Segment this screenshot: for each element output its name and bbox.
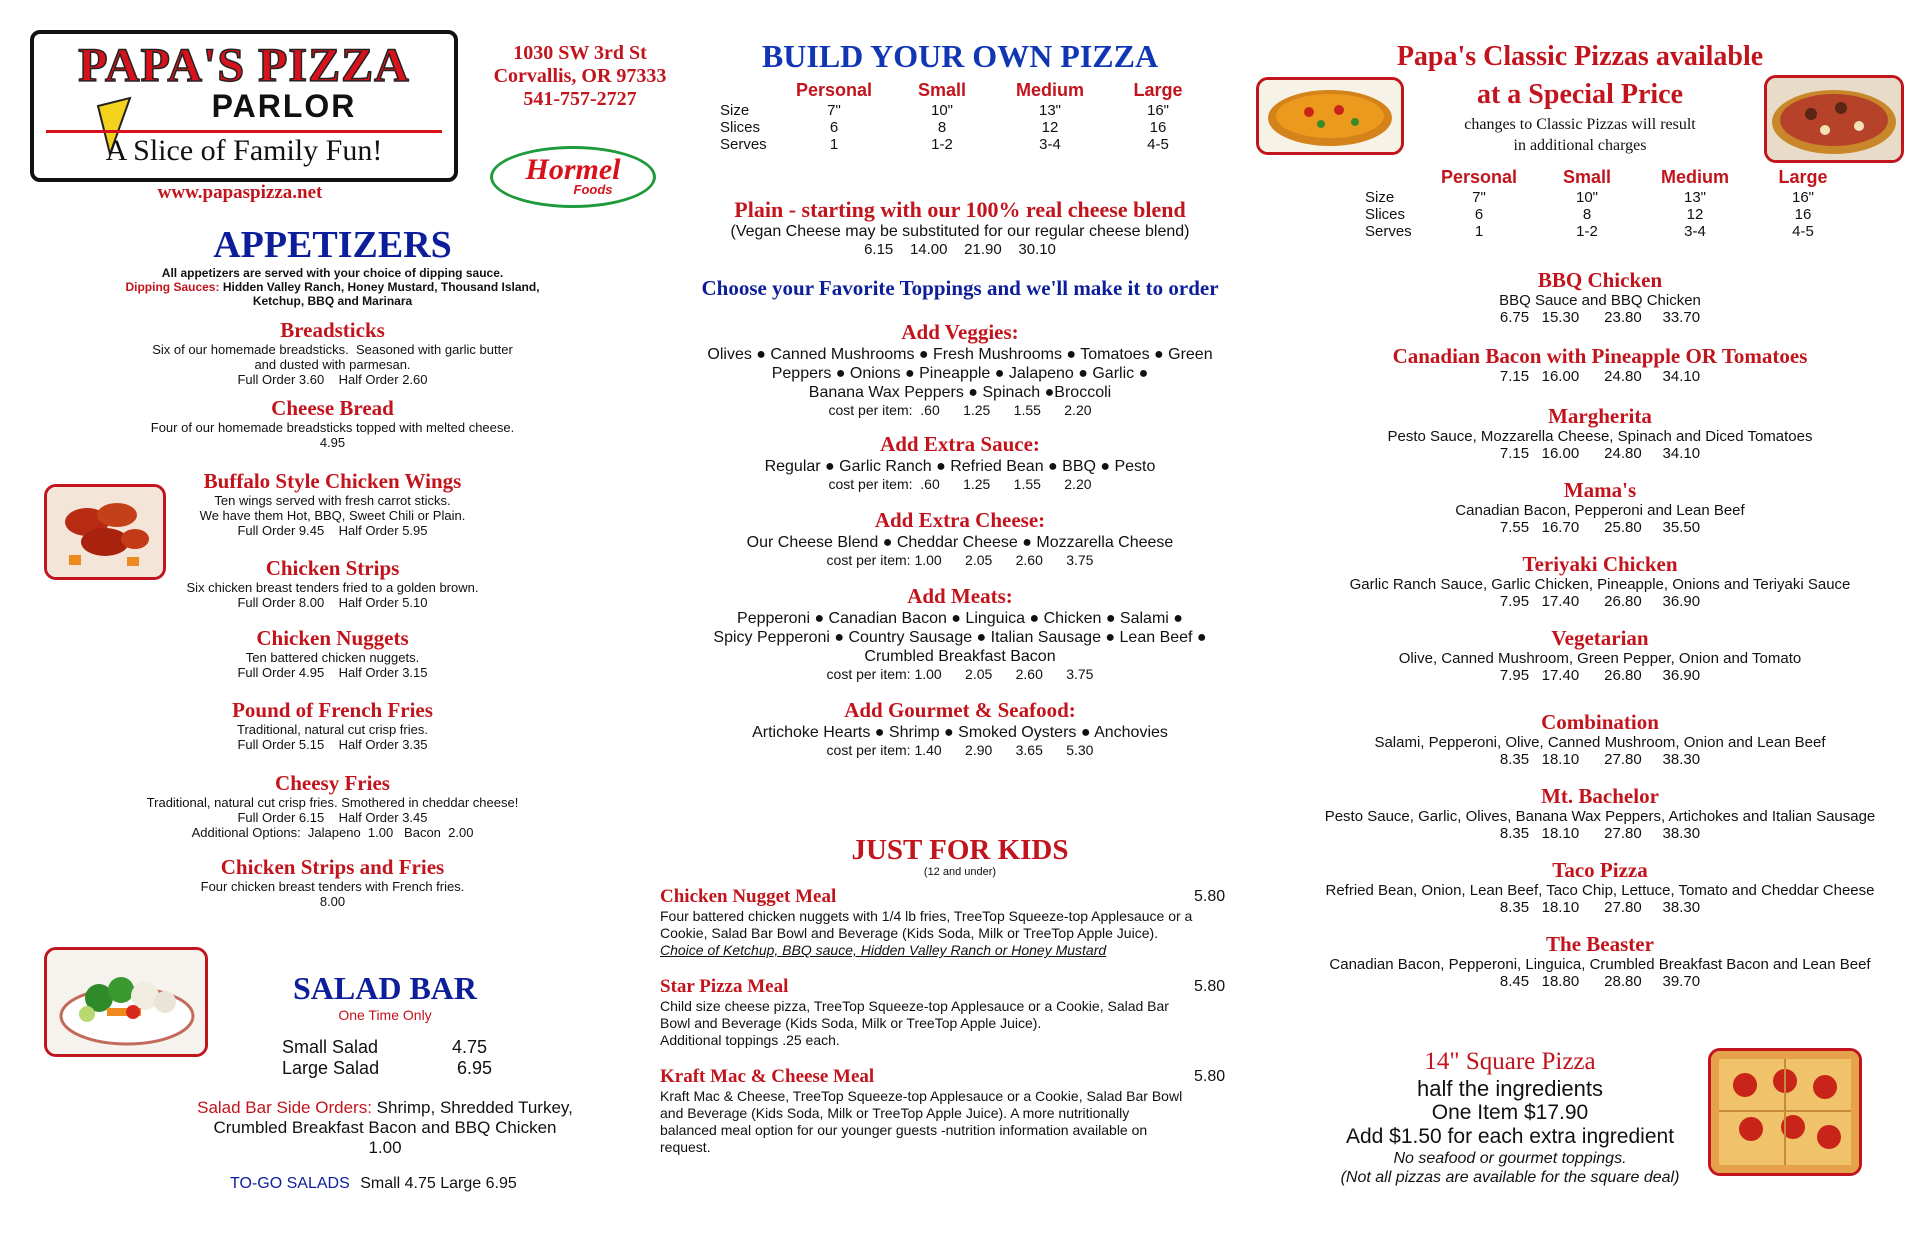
kids-meal-desc: Cookie, Salad Bar Bowl and Beverage (Kids Soda, Milk or TreeTop Apple Juice).: [660, 925, 1159, 941]
size-table-row: [1365, 223, 1857, 240]
classic-pizza-photo-right: [1764, 75, 1904, 163]
square-line-3: Add $1.50 for each extra ingredient: [1345, 1125, 1675, 1148]
classic-pizza-name: BBQ Chicken: [1537, 268, 1663, 292]
size-table-row: [1365, 189, 1857, 206]
small-salad-label: Small Salad: [282, 1037, 379, 1057]
topping-group-title: Add Veggies:: [901, 320, 1019, 344]
topping-line: Spicy Pepperoni ● Country Sausage ● Italian Sausage ● Lean Beef ●: [713, 629, 1207, 646]
kids-meal-desc: Four battered chicken nuggets with 1/4 lb fries, TreeTop Squeeze-top Applesauce or a: [660, 908, 1193, 924]
size-header: Personal: [1440, 167, 1518, 187]
size-table-header: [1425, 165, 1857, 189]
classic-pizza-prices: 8.35 18.10 27.80 38.30: [1499, 825, 1701, 842]
togo-label: TO-GO SALADS: [230, 1175, 350, 1192]
topping-line: Our Cheese Blend ● Cheddar Cheese ● Mozzarella Cheese: [746, 534, 1174, 551]
hormel-logo: [490, 146, 656, 208]
appetizers-note: All appetizers are served with your choice of dipping sauce.: [161, 266, 504, 280]
classic-pizza-name: The Beaster: [1546, 932, 1654, 956]
small-salad-price: 4.75: [452, 1037, 488, 1057]
size-cell: 7": [827, 102, 841, 119]
size-row-label: Size: [1365, 189, 1395, 206]
size-cell: 10": [1575, 189, 1598, 206]
appetizer-name: Pound of French Fries: [232, 698, 433, 722]
topping-group: [660, 432, 1260, 493]
size-cell: 6: [1474, 206, 1484, 223]
kids-note: (12 and under): [923, 866, 997, 878]
byo-title: BUILD YOUR OWN PIZZA: [761, 38, 1159, 74]
classic-pizza-name: Teriyaki Chicken: [1522, 552, 1678, 576]
square-pizza-section: [1310, 1048, 1710, 1187]
salad-prices: [282, 1037, 492, 1079]
topping-group: [660, 508, 1260, 569]
kids-meal-choices: Choice of Ketchup, BBQ sauce, Hidden Valley Ranch or Honey Mustard: [660, 942, 1107, 958]
size-header: Small: [1562, 167, 1612, 187]
appetizer-name: Chicken Strips and Fries: [220, 855, 445, 879]
classic-pizza-photo-left: [1256, 77, 1404, 155]
appetizer-price: 8.00: [319, 894, 346, 909]
classic-pizza-item: [1300, 932, 1900, 990]
square-note-1: No seafood or gourmet toppings.: [1393, 1150, 1627, 1167]
kids-meal-name: Kraft Mac & Cheese Meal: [660, 1066, 875, 1087]
classic-pizza-item: [1300, 626, 1900, 684]
topping-cost: cost per item: 1.00 2.05 2.60 3.75: [826, 552, 1094, 568]
appetizer-desc2: We have them Hot, BBQ, Sweet Chili or Plain.: [199, 508, 466, 523]
classic-pizza-prices: 8.35 18.10 27.80 38.30: [1499, 899, 1701, 916]
plain-pizza: [660, 198, 1260, 259]
classic-pizza-item: [1300, 710, 1900, 768]
side-orders-list-2: Crumbled Breakfast Bacon and BBQ Chicken: [213, 1118, 557, 1137]
size-header: Medium: [1015, 80, 1084, 100]
classic-pizza-item: [1300, 784, 1900, 842]
papas-pizza-logo: [30, 30, 458, 182]
topping-line: Crumbled Breakfast Bacon: [864, 648, 1056, 665]
topping-cost: cost per item: .60 1.25 1.55 2.20: [828, 402, 1092, 418]
appetizer-name: Buffalo Style Chicken Wings: [203, 469, 462, 493]
salad-bar-note: One Time Only: [338, 1007, 432, 1023]
appetizer-desc: Four of our homemade breadsticks topped with melted cheese.: [150, 420, 515, 435]
topping-group: [660, 584, 1260, 683]
dipping-sauces: [100, 280, 565, 308]
classic-note-1: changes to Classic Pizzas will result: [1464, 116, 1696, 133]
size-row-label: Size: [720, 102, 750, 119]
side-orders-list: Shrimp, Shredded Turkey,: [376, 1098, 573, 1117]
topping-line: Artichoke Hearts ● Shrimp ● Smoked Oysters ● Anchovies: [752, 724, 1168, 741]
size-cell: 4-5: [1792, 223, 1814, 240]
appetizer-name: Cheese Bread: [271, 396, 394, 420]
appetizer-item: [110, 771, 555, 840]
size-cell: 1: [829, 136, 839, 153]
topping-group: [660, 320, 1260, 419]
appetizers-section: [100, 224, 565, 308]
kids-meal: [660, 1066, 1270, 1156]
appetizer-price: Full Order 9.45 Half Order 5.95: [237, 523, 428, 538]
classic-title-2: at a Special Price: [1476, 79, 1684, 110]
side-orders-label: Salad Bar Side Orders:: [197, 1098, 372, 1117]
kids-meal-name: Chicken Nugget Meal: [660, 886, 837, 907]
appetizer-desc: Ten battered chicken nuggets.: [245, 650, 420, 665]
hormel-sub: Foods: [573, 182, 613, 197]
appetizer-desc: Six chicken breast tenders fried to a golden brown.: [186, 580, 479, 595]
appetizer-name: Cheesy Fries: [275, 771, 390, 795]
plain-note: (Vegan Cheese may be substituted for our regular cheese blend): [730, 223, 1190, 240]
byo-size-table: [720, 78, 1212, 153]
topping-line: Pepperoni ● Canadian Bacon ● Linguica ● Chicken ● Salami ●: [737, 610, 1183, 627]
size-cell: 8: [1582, 206, 1592, 223]
size-cell: 8: [937, 119, 947, 136]
classic-pizza-desc: Pesto Sauce, Mozzarella Cheese, Spinach and Diced Tomatoes: [1387, 428, 1813, 445]
size-header: Large: [1133, 80, 1183, 100]
appetizer-desc: Traditional, natural cut crisp fries. Smothered in cheddar cheese!: [146, 795, 519, 810]
kids-meal-price: 5.80: [1194, 888, 1226, 905]
appetizer-desc: Ten wings served with fresh carrot sticks.: [214, 493, 451, 508]
appetizer-item: [110, 396, 555, 450]
topping-line: Peppers ● Onions ● Pineapple ● Jalapeno ● Garlic ●: [771, 365, 1149, 382]
logo-slogan: A Slice of Family Fun!: [105, 134, 383, 167]
plain-title: Plain - starting with our 100% real cheese blend: [734, 197, 1186, 222]
classic-pizza-name: Margherita: [1548, 404, 1652, 428]
appetizer-name: Breadsticks: [280, 318, 385, 342]
appetizer-price: Full Order 4.95 Half Order 3.15: [237, 665, 428, 680]
kids-meal-price: 5.80: [1194, 1068, 1226, 1085]
topping-group-title: Add Extra Sauce:: [880, 432, 1040, 456]
topping-cost: cost per item: .60 1.25 1.55 2.20: [828, 476, 1092, 492]
toppings-title: Choose your Favorite Toppings and we'll make it to order: [701, 276, 1219, 300]
hormel-name: Hormel: [525, 153, 621, 186]
classic-pizza-item: [1300, 344, 1900, 385]
topping-cost: cost per item: 1.00 2.05 2.60 3.75: [826, 666, 1094, 682]
topping-group-title: Add Meats:: [907, 584, 1013, 608]
size-cell: 1-2: [931, 136, 953, 153]
appetizer-desc: Traditional, natural cut crisp fries.: [237, 722, 428, 737]
classic-pizza-item: [1300, 404, 1900, 462]
classic-pizza-desc: Garlic Ranch Sauce, Garlic Chicken, Pineapple, Onions and Teriyaki Sauce: [1349, 576, 1851, 593]
size-cell: 16": [1146, 102, 1169, 119]
appetizer-desc: Six of our homemade breadsticks. Seasoned with garlic butter: [152, 342, 513, 357]
topping-cost: cost per item: 1.40 2.90 3.65 5.30: [826, 742, 1094, 758]
side-orders-price: 1.00: [368, 1138, 402, 1157]
size-cell: 10": [930, 102, 953, 119]
appetizer-item: [110, 855, 555, 909]
address-city: Corvallis, OR 97333: [493, 65, 667, 87]
kids-meal-desc: Bowl and Beverage (Kids Soda, Milk or TreeTop Apple Juice).: [660, 1015, 1042, 1031]
classic-pizza-name: Mt. Bachelor: [1541, 784, 1659, 808]
appetizers-title: APPETIZERS: [213, 224, 452, 266]
size-table-row: [1365, 206, 1857, 223]
appetizer-price: Full Order 3.60 Half Order 2.60: [237, 372, 428, 387]
size-cell: 1: [1474, 223, 1484, 240]
size-cell: 6: [829, 119, 839, 136]
dipping-sauces-label: Dipping Sauces:: [125, 280, 220, 294]
appetizer-name: Chicken Nuggets: [256, 626, 409, 650]
plain-prices: 6.15 14.00 21.90 30.10: [864, 241, 1056, 258]
kids-meal-name: Star Pizza Meal: [660, 976, 789, 997]
size-cell: 16: [1794, 206, 1812, 223]
appetizer-desc: Four chicken breast tenders with French fries.: [200, 879, 465, 894]
pizza-icon: [1767, 78, 1901, 160]
size-cell: 16: [1149, 119, 1167, 136]
square-line-2: One Item $17.90: [1431, 1101, 1589, 1124]
square-note-2: (Not all pizzas are available for the square deal): [1340, 1169, 1680, 1186]
kids-meal: [660, 976, 1270, 1049]
classic-pizza-name: Mama's: [1563, 478, 1637, 502]
kids-meal-header: [660, 976, 1270, 998]
phone-number: 541-757-2727: [523, 88, 637, 110]
appetizer-desc2: and dusted with parmesan.: [254, 357, 411, 372]
togo-prices: Small 4.75 Large 6.95: [360, 1175, 517, 1192]
classic-pizza-prices: 7.15 16.00 24.80 34.10: [1499, 368, 1701, 385]
classic-pizza-prices: 8.35 18.10 27.80 38.30: [1499, 751, 1701, 768]
classic-pizza-desc: Canadian Bacon, Pepperoni, Linguica, Crumbled Breakfast Bacon and Lean Beef: [1329, 956, 1871, 973]
size-cell: 3-4: [1039, 136, 1061, 153]
appetizer-price: Full Order 6.15 Half Order 3.45: [237, 810, 428, 825]
appetizer-item: [110, 556, 555, 610]
classic-pizza-desc: BBQ Sauce and BBQ Chicken: [1499, 292, 1701, 309]
website-link[interactable]: www.papaspizza.net: [157, 182, 323, 203]
classic-pizza-item: [1300, 478, 1900, 536]
logo-subtitle: PARLOR: [211, 88, 357, 124]
size-row-label: Serves: [1365, 223, 1412, 240]
address-street: 1030 SW 3rd St: [513, 42, 647, 64]
size-cell: 13": [1038, 102, 1061, 119]
classic-title-1: Papa's Classic Pizzas available: [1396, 41, 1764, 72]
size-cell: 13": [1683, 189, 1706, 206]
size-header: Medium: [1660, 167, 1729, 187]
large-salad-label: Large Salad: [282, 1058, 380, 1078]
kids-meal-desc: Child size cheese pizza, TreeTop Squeeze-top Applesauce or a Cookie, Salad Bar: [660, 998, 1169, 1014]
classic-note-2: in additional charges: [1513, 137, 1647, 154]
kids-meal-header: [660, 1066, 1270, 1088]
classic-pizza-desc: Pesto Sauce, Garlic, Olives, Banana Wax Peppers, Artichokes and Italian Sausage: [1324, 808, 1876, 825]
classic-pizza-item: [1300, 552, 1900, 610]
size-cell: 16": [1791, 189, 1814, 206]
large-salad-price: 6.95: [457, 1058, 493, 1078]
classic-pizza-prices: 7.15 16.00 24.80 34.10: [1499, 445, 1701, 462]
topping-line: Olives ● Canned Mushrooms ● Fresh Mushrooms ● Tomatoes ● Green: [707, 346, 1213, 363]
classic-pizza-name: Canadian Bacon with Pineapple OR Tomatoes: [1392, 344, 1808, 368]
appetizer-item: [110, 698, 555, 752]
size-cell: 3-4: [1684, 223, 1706, 240]
topping-line: Regular ● Garlic Ranch ● Refried Bean ● BBQ ● Pesto: [764, 458, 1156, 475]
appetizer-item: [110, 626, 555, 680]
salad-bar-title: SALAD BAR: [292, 970, 478, 1006]
logo-rule: [46, 130, 442, 133]
kids-meal: [660, 886, 1270, 959]
topping-group-title: Add Extra Cheese:: [874, 508, 1046, 532]
kids-meal-desc: Kraft Mac & Cheese, TreeTop Squeeze-top Applesauce or a Cookie, Salad Bar Bowl: [660, 1088, 1183, 1104]
size-row-label: Serves: [720, 136, 767, 153]
appetizer-item: [110, 469, 555, 538]
size-cell: 7": [1472, 189, 1486, 206]
topping-group: [660, 698, 1260, 759]
square-title: 14" Square Pizza: [1424, 1048, 1596, 1075]
size-cell: 4-5: [1147, 136, 1169, 153]
size-cell: 1-2: [1576, 223, 1598, 240]
size-header: Small: [917, 80, 967, 100]
salad-side-orders: [150, 1098, 620, 1158]
wings-icon: [47, 487, 163, 577]
classic-header: [1396, 38, 1764, 156]
size-row-label: Slices: [720, 119, 761, 136]
appetizer-extra: Additional Options: Jalapeno 1.00 Bacon 2.00: [191, 825, 474, 840]
size-header: Large: [1778, 167, 1828, 187]
appetizer-price: Full Order 5.15 Half Order 3.35: [237, 737, 428, 752]
classic-pizza-prices: 7.95 17.40 26.80 36.90: [1499, 593, 1701, 610]
size-table-row: [720, 136, 1212, 153]
wings-photo: [44, 484, 166, 580]
classic-pizza-name: Vegetarian: [1551, 626, 1649, 650]
appetizer-price: 4.95: [319, 435, 346, 450]
size-table-row: [720, 102, 1212, 119]
kids-meal-desc: and Beverage (Kids Soda, Milk or TreeTop Apple Juice). A more nutritionally: [660, 1105, 1130, 1121]
pizza-icon: [1259, 80, 1401, 152]
togo-salads: [230, 1175, 517, 1193]
size-table-header: [780, 78, 1212, 102]
dipping-sauces-list: Hidden Valley Ranch, Honey Mustard, Thousand Island, Ketchup, BBQ and Marinara: [222, 280, 540, 308]
square-pizza-photo: [1708, 1048, 1862, 1176]
topping-line: Banana Wax Peppers ● Spinach ●Broccoli: [808, 384, 1112, 401]
kids-meal-desc: balanced meal option for our younger guests -nutrition information available on: [660, 1122, 1148, 1138]
kids-meal-price: 5.80: [1194, 978, 1226, 995]
size-table-row: [720, 119, 1212, 136]
kids-meal-desc: request.: [660, 1139, 711, 1155]
classic-size-table: [1365, 165, 1857, 240]
classic-pizza-prices: 7.55 16.70 25.80 35.50: [1499, 519, 1701, 536]
size-header: Personal: [795, 80, 873, 100]
kids-title: JUST FOR KIDS: [851, 834, 1069, 866]
classic-pizza-item: [1300, 268, 1900, 326]
classic-pizza-desc: Olive, Canned Mushroom, Green Pepper, Onion and Tomato: [1398, 650, 1802, 667]
kids-meal-desc: Additional toppings .25 each.: [660, 1032, 840, 1048]
classic-pizza-prices: 8.45 18.80 28.80 39.70: [1499, 973, 1701, 990]
classic-pizza-prices: 6.75 15.30 23.80 33.70: [1499, 309, 1701, 326]
kids-section: [700, 834, 1220, 878]
appetizer-item: [110, 318, 555, 387]
size-cell: 12: [1686, 206, 1704, 223]
salad-bar-section: [170, 970, 600, 1024]
square-line-1: half the ingredients: [1417, 1076, 1603, 1101]
logo-title: PAPA'S PIZZA: [78, 39, 410, 92]
address-block: [475, 42, 685, 111]
classic-pizza-desc: Canadian Bacon, Pepperoni and Lean Beef: [1455, 502, 1745, 519]
appetizer-name: Chicken Strips: [265, 556, 400, 580]
classic-pizza-item: [1300, 858, 1900, 916]
size-cell: 12: [1041, 119, 1059, 136]
size-row-label: Slices: [1365, 206, 1406, 223]
classic-pizza-name: Taco Pizza: [1552, 858, 1648, 882]
classic-pizza-prices: 7.95 17.40 26.80 36.90: [1499, 667, 1701, 684]
appetizer-price: Full Order 8.00 Half Order 5.10: [237, 595, 428, 610]
classic-pizza-desc: Refried Bean, Onion, Lean Beef, Taco Chip, Lettuce, Tomato and Cheddar Cheese: [1325, 882, 1875, 899]
topping-group-title: Add Gourmet & Seafood:: [844, 698, 1076, 722]
square-pizza-icon: [1711, 1051, 1859, 1173]
classic-pizza-desc: Salami, Pepperoni, Olive, Canned Mushroom, Onion and Lean Beef: [1374, 734, 1826, 751]
classic-pizza-name: Combination: [1541, 710, 1659, 734]
kids-meal-header: [660, 886, 1270, 908]
